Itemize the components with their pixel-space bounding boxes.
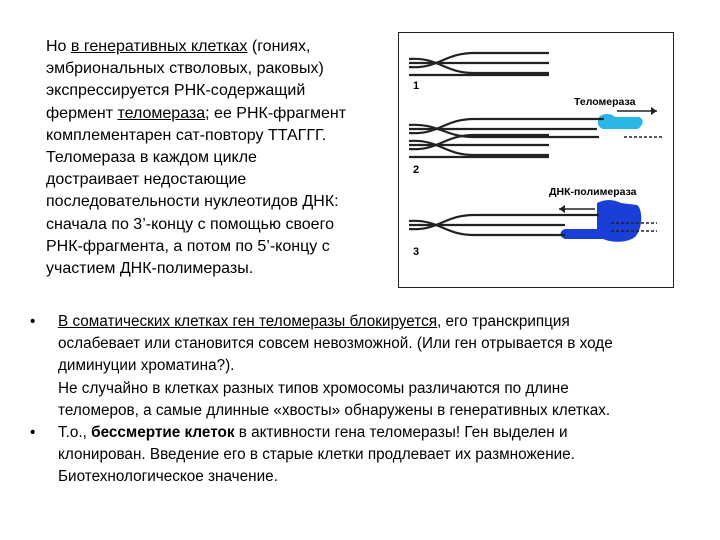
underlined-term: в генеративных клетках [70, 38, 248, 55]
bullet-item-immortality [30, 422, 700, 489]
dna-polymerase-label: ДНК-полимераза [549, 186, 637, 198]
paragraph-line: последовательности нуклеотидов ДНК: [46, 193, 339, 211]
text: , его транскрипция [437, 313, 570, 330]
paragraph-line [46, 103, 396, 125]
paragraph-line: РНК-фрагмента, а потом по 5’-концу с [46, 237, 330, 255]
bullet-line [58, 311, 700, 333]
telomere-replication-diagram [398, 32, 674, 288]
bullet-line: Биотехнологическое значение. [58, 468, 278, 486]
paragraph-line: комплементарен сат-повтору ТТАГГГ. [46, 126, 327, 144]
bullet-line: теломеров, а самые длинные «хвосты» обнаружены в генеративных клетках. [58, 401, 611, 419]
text: в активности гена теломеразы! Ген выделен и [234, 424, 568, 442]
step-2-label: 2 [413, 164, 420, 176]
paragraph-line [46, 36, 396, 58]
paragraph-line: сначала по 3’-концу с помощью своего [46, 215, 334, 233]
diagram-svg [399, 33, 673, 287]
text: ; ее РНК-фрагмент [205, 104, 347, 122]
bullet-line: Не случайно в клетках разных типов хромосомы различаются по длине [58, 379, 569, 397]
bullet-line: ослабевает или становится совсем невозможной. (Или ген отрывается в ходе [58, 335, 613, 353]
dna-strands-1 [409, 53, 549, 75]
telomerase-group [409, 96, 664, 137]
dna-polymerase-group [409, 186, 657, 242]
dna-strands-2 [409, 135, 549, 157]
text: фермент [46, 104, 118, 122]
paragraph-line: экспрессируется РНК-содержащий [46, 82, 306, 100]
bullet-line [58, 422, 700, 444]
bullet-marker: • [30, 313, 36, 330]
bullet-item-somatic [30, 311, 700, 422]
bullet-line: диминуции хроматина?). [58, 357, 235, 375]
text: Т.о., [58, 424, 92, 442]
paragraph-line: достраивает недостающие [46, 171, 247, 189]
telomerase-term: теломераза [117, 104, 206, 122]
bullet-list [30, 311, 700, 489]
text: Но [46, 38, 71, 55]
text: (гониях, [247, 38, 311, 55]
bullet-marker: • [30, 424, 36, 442]
telomerase-label: Теломераза [574, 96, 636, 108]
telomerase-enzyme [598, 114, 643, 129]
paragraph-line: участием ДНК-полимеразы. [46, 260, 254, 278]
bold-term: бессмертие клеток [91, 424, 235, 442]
step-3-label: 3 [413, 246, 420, 258]
main-paragraph [46, 36, 396, 280]
paragraph-line: Теломераза в каждом цикле [46, 149, 257, 167]
paragraph-line: эмбриональных стволовых, раковых) [46, 60, 324, 78]
underlined-term: В соматических клетках ген теломеразы блокируется [58, 313, 438, 330]
step-1-label: 1 [413, 80, 420, 92]
polymerase-enzyme [561, 200, 642, 242]
bullet-line: клонирован. Введение его в старые клетки продлевает их размножение. [58, 446, 575, 464]
